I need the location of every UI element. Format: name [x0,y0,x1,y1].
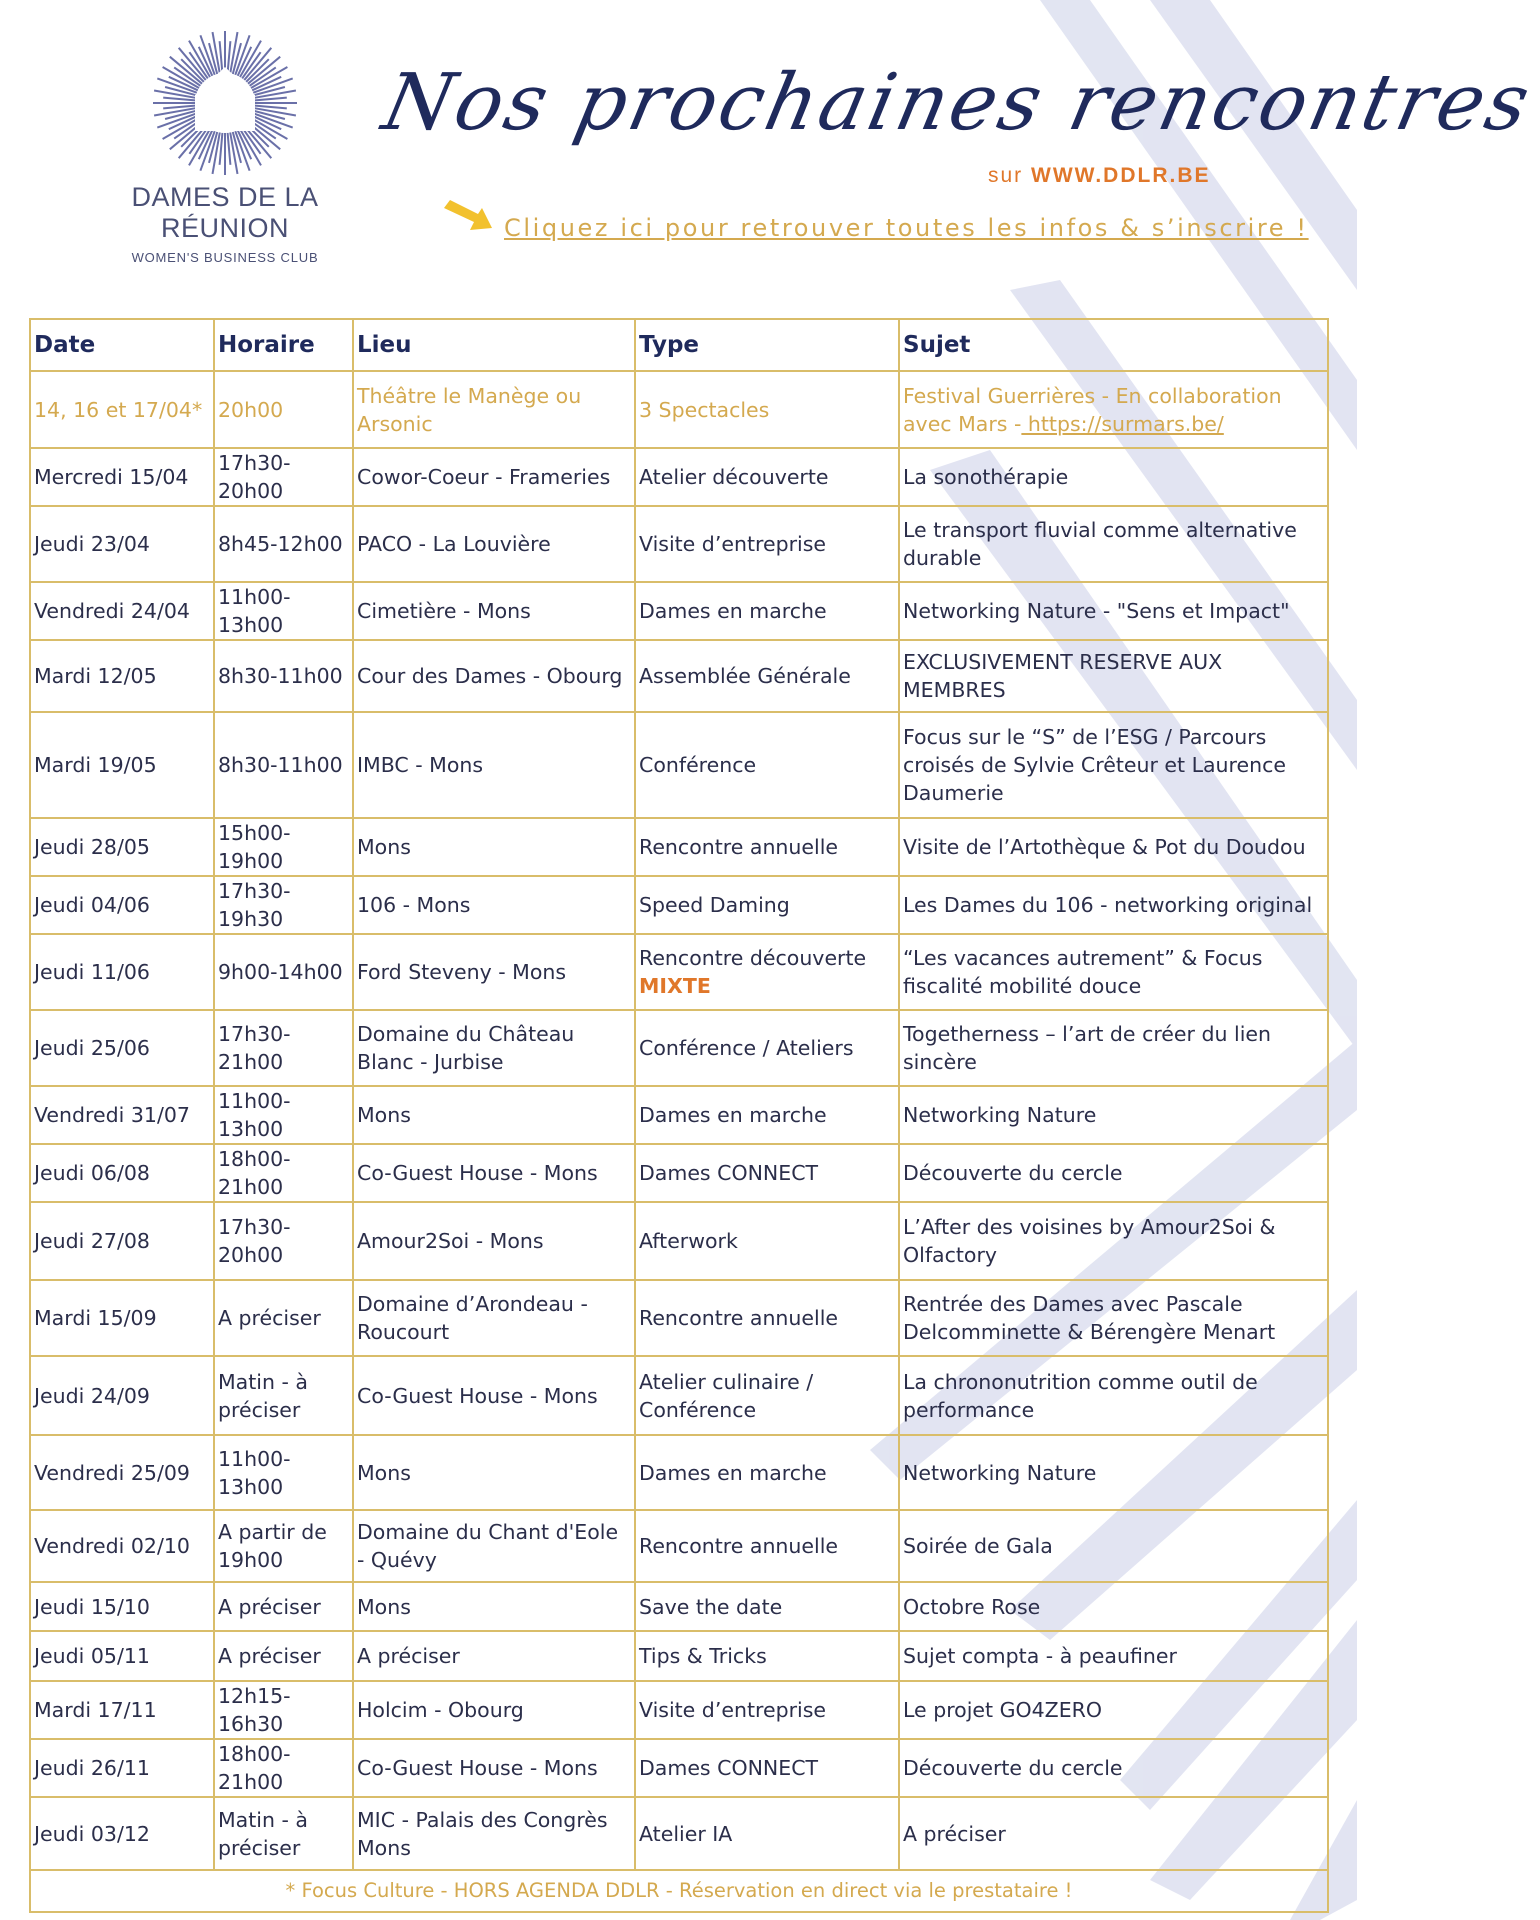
surmars-link[interactable]: https://surmars.be/ [1021,411,1224,436]
registration-link[interactable]: Cliquez ici pour retrouver toutes les infos & s’inscrire ! [504,214,1309,242]
arrow-right-icon [442,200,498,236]
events-table [29,318,1329,1913]
cell-lieu [353,1739,635,1797]
cell-sujet [899,1739,1328,1797]
lieu-text: Mons [357,835,411,859]
horaire-text: 18h00-21h00 [218,1742,291,1794]
type-text: 3 Spectacles [639,397,770,422]
lieu-text: PACO - La Louvière [357,532,551,556]
horaire-text: Matin - à préciser [218,1369,308,1422]
logo-ray [255,98,287,101]
lieu-text: Mons [357,1103,411,1127]
cell-type [635,712,899,818]
cell-type [635,640,899,712]
cell-date [30,1510,214,1582]
lieu-text: Cowor-Coeur - Frameries [357,465,611,489]
site-prefix: sur [988,164,1024,187]
cell-horaire [214,1086,353,1144]
cell-sujet [899,1681,1328,1739]
type-text: Atelier IA [639,1821,733,1846]
table-row [30,582,1328,640]
type-text: Dames en marche [639,1103,827,1127]
cell-lieu [353,1280,635,1356]
cell-lieu [353,448,635,506]
type-text: Atelier découverte [639,465,829,489]
sunburst-house-icon [150,28,300,178]
cell-horaire [214,1435,353,1510]
sujet-text: Octobre Rose [903,1594,1041,1619]
cell-sujet [899,1280,1328,1356]
horaire-text: 9h00-14h00 [218,960,343,984]
lieu-text: IMBC - Mons [357,753,484,777]
lieu-text: A préciser [357,1644,460,1668]
sujet-text: A préciser [903,1821,1006,1846]
sujet-text: “Les vacances autrement” & Focus fiscalité mobilité douce [903,946,1263,998]
cell-type [635,1681,899,1739]
horaire-text: 17h30-21h00 [218,1022,291,1074]
cell-horaire [214,1202,353,1280]
cell-type [635,448,899,506]
date-text: Jeudi 25/06 [34,1036,150,1060]
cell-date [30,640,214,712]
date-text: Vendredi 25/09 [34,1460,190,1485]
date-text: Mardi 19/05 [34,753,157,777]
cell-horaire [214,1631,353,1681]
lieu-text: Cour des Dames - Obourg [357,664,623,688]
cell-sujet [899,1086,1328,1144]
table-header-row [30,319,1328,371]
cell-date [30,1582,214,1631]
type-text: Rencontre annuelle [639,1306,839,1330]
type-text: Dames CONNECT [639,1756,819,1780]
sujet-text: La chrononutrition comme outil de performance [903,1369,1258,1422]
cell-type [635,934,899,1010]
table-row [30,1086,1328,1144]
sujet-text: Focus sur le “S” de l’ESG / Parcours croisés de Sylvie Crêteur et Laurence Daumerie [903,725,1287,805]
date-text: Mercredi 15/04 [34,465,189,489]
table-row [30,506,1328,582]
cell-lieu [353,934,635,1010]
horaire-text: Matin - à préciser [218,1807,308,1860]
site-url [988,164,1211,188]
sujet-text: Sujet compta - à peaufiner [903,1644,1177,1668]
cell-type [635,1739,899,1797]
table-row [30,640,1328,712]
cell-lieu [353,712,635,818]
table-row [30,1582,1328,1631]
page-title: Nos prochaines rencontres [375,58,1540,148]
cell-sujet [899,712,1328,818]
sujet-text: Découverte du cercle [903,1161,1123,1185]
cell-type [635,1144,899,1202]
type-text: Tips & Tricks [639,1644,767,1668]
logo-ray [163,98,195,101]
cell-lieu [353,1202,635,1280]
cell-type [635,1631,899,1681]
sujet-text: Visite de l’Artothèque & Pot du Doudou [903,835,1306,859]
horaire-text: 8h45-12h00 [218,532,343,556]
cell-lieu [353,876,635,934]
cell-date [30,1086,214,1144]
column-header-horaire: Horaire [214,319,353,371]
table-row [30,818,1328,876]
cell-type [635,876,899,934]
date-text: Vendredi 24/04 [34,599,190,623]
cell-type [635,371,899,448]
type-text: Visite d’entreprise [639,1698,827,1722]
type-text: Rencontre annuelle [639,835,839,859]
horaire-text: 17h30-20h00 [218,1215,291,1267]
date-text: Vendredi 02/10 [34,1534,190,1558]
cell-lieu [353,1356,635,1435]
cell-lieu [353,506,635,582]
sujet-text: Networking Nature [903,1103,1097,1127]
horaire-text: 12h15-16h30 [218,1684,291,1736]
lieu-text: Co-Guest House - Mons [357,1161,598,1185]
date-text: Jeudi 23/04 [34,532,150,556]
horaire-text: 8h30-11h00 [218,753,343,777]
date-text: Jeudi 11/06 [34,960,150,984]
cell-date [30,1010,214,1086]
lieu-text: Domaine d’Arondeau - Roucourt [357,1292,588,1344]
logo-ray [220,133,223,165]
horaire-text: A préciser [218,1644,321,1668]
site-url-link[interactable]: WWW.DDLR.BE [1031,164,1211,187]
cell-date [30,876,214,934]
cell-horaire [214,1280,353,1356]
cell-horaire [214,712,353,818]
cell-date [30,1631,214,1681]
date-text: Mardi 17/11 [34,1698,157,1722]
type-text: Visite d’entreprise [639,532,827,556]
cell-lieu [353,1010,635,1086]
logo-ray [163,106,195,109]
date-text: Jeudi 04/06 [34,893,150,917]
horaire-text: 20h00 [218,397,284,422]
lieu-text: Mons [357,1594,411,1619]
date-text: Jeudi 27/08 [34,1229,150,1253]
cell-horaire [214,1797,353,1870]
horaire-text: 15h00-19h00 [218,821,291,873]
date-text: Jeudi 05/11 [34,1644,150,1668]
cell-date [30,818,214,876]
cell-date [30,1280,214,1356]
lieu-text: Domaine du Château Blanc - Jurbise [357,1022,575,1074]
cell-type [635,1435,899,1510]
cell-sujet [899,1010,1328,1086]
logo-ray [220,41,223,73]
cell-type [635,582,899,640]
lieu-text: Co-Guest House - Mons [357,1756,598,1780]
sujet-text: La sonothérapie [903,465,1069,489]
cell-date [30,1435,214,1510]
cell-horaire [214,876,353,934]
cell-sujet [899,1435,1328,1510]
cell-horaire [214,1144,353,1202]
lieu-text: Domaine du Chant d'Eole - Quévy [357,1520,619,1572]
sujet-text: Découverte du cercle [903,1756,1123,1780]
sujet-text: EXCLUSIVEMENT RESERVE AUX MEMBRES [903,650,1223,702]
type-text: Save the date [639,1594,783,1619]
cell-sujet [899,1202,1328,1280]
date-text: Jeudi 06/08 [34,1161,150,1185]
horaire-text: 11h00-13h00 [218,1446,291,1499]
cell-horaire [214,1510,353,1582]
sujet-text: Networking Nature [903,1460,1097,1485]
cell-type [635,1797,899,1870]
cell-lieu [353,1510,635,1582]
cell-type [635,1582,899,1631]
cell-horaire [214,818,353,876]
cell-lieu [353,1144,635,1202]
horaire-text: 11h00-13h00 [218,585,291,637]
logo-ray [228,41,231,73]
column-header-date: Date [30,319,214,371]
horaire-text: A partir de 19h00 [218,1520,327,1572]
cell-lieu [353,582,635,640]
type-text: Assemblée Générale [639,664,851,688]
cell-horaire [214,1739,353,1797]
cell-sujet [899,1144,1328,1202]
horaire-text: 17h30-20h00 [218,451,291,503]
lieu-text: MIC - Palais des Congrès Mons [357,1807,608,1860]
cell-date [30,1356,214,1435]
type-text: Dames CONNECT [639,1161,819,1185]
cell-sujet [899,1356,1328,1435]
cell-lieu [353,1435,635,1510]
logo-ray [246,59,269,82]
lieu-text: Ford Steveny - Mons [357,960,567,984]
date-text: Jeudi 15/10 [34,1594,150,1619]
horaire-text: 18h00-21h00 [218,1147,291,1199]
brand-name: DAMES DE LA RÉUNION [131,182,319,243]
sujet-text: Togetherness – l’art de créer du lien sincère [903,1022,1271,1074]
table-row [30,712,1328,818]
cell-horaire [214,1356,353,1435]
type-text: Atelier culinaire / Conférence [639,1369,814,1422]
cell-horaire [214,1681,353,1739]
cell-horaire [214,640,353,712]
cell-type [635,1086,899,1144]
cell-sujet [899,1510,1328,1582]
cell-lieu [353,1086,635,1144]
footnote-row [30,1870,1328,1912]
cell-horaire [214,448,353,506]
cell-date [30,1144,214,1202]
cell-sujet [899,448,1328,506]
cell-sujet [899,876,1328,934]
type-text: Conférence / Ateliers [639,1036,854,1060]
type-text: Dames en marche [639,1460,827,1485]
type-text: Conférence [639,753,757,777]
sujet-text: Networking Nature - "Sens et Impact" [903,599,1290,623]
sujet-text: Le transport fluvial comme alternative durable [903,518,1297,570]
cell-date [30,582,214,640]
logo-ray [228,133,231,165]
table-row [30,876,1328,934]
date-text: Jeudi 03/12 [34,1821,150,1846]
cell-horaire [214,934,353,1010]
cell-date [30,1681,214,1739]
cell-lieu [353,1681,635,1739]
cell-type [635,1510,899,1582]
cell-horaire [214,582,353,640]
sujet-text: Le projet GO4ZERO [903,1698,1103,1722]
sujet-text: Les Dames du 106 - networking original [903,893,1313,917]
type-text: Rencontre annuelle [639,1534,839,1558]
cell-date [30,1797,214,1870]
table-row [30,1144,1328,1202]
footnote: * Focus Culture - HORS AGENDA DDLR - Réservation en direct via le prestataire ! [30,1870,1328,1912]
sujet-text: Festival Guerrières - En collaboration avec Mars - [903,383,1282,436]
lieu-text: Amour2Soi - Mons [357,1229,544,1253]
lieu-text: Holcim - Obourg [357,1698,524,1722]
table-row [30,1797,1328,1870]
cell-type [635,1202,899,1280]
cell-sujet [899,506,1328,582]
cell-date [30,506,214,582]
cell-type [635,818,899,876]
cell-horaire [214,371,353,448]
table-row [30,1010,1328,1086]
cell-date [30,448,214,506]
table-row [30,448,1328,506]
table-row [30,1739,1328,1797]
cell-type [635,1356,899,1435]
date-text: Jeudi 26/11 [34,1756,150,1780]
type-text: Dames en marche [639,599,827,623]
cell-sujet [899,582,1328,640]
table-row [30,1631,1328,1681]
cell-date [30,371,214,448]
date-text: 14, 16 et 17/04* [34,397,203,422]
lieu-text: Co-Guest House - Mons [357,1383,598,1408]
lieu-text: Théâtre le Manège ou Arsonic [357,383,582,436]
table-row [30,934,1328,1010]
cell-lieu [353,371,635,448]
cell-lieu [353,818,635,876]
brand-subtitle: WOMEN'S BUSINESS CLUB [131,250,319,265]
cell-lieu [353,640,635,712]
date-text: Mardi 15/09 [34,1306,157,1330]
cell-sujet [899,640,1328,712]
cell-lieu [353,1582,635,1631]
sujet-text: L’After des voisines by Amour2Soi & Olfactory [903,1215,1276,1267]
horaire-text: 17h30-19h30 [218,879,291,931]
cell-type [635,1280,899,1356]
date-text: Jeudi 28/05 [34,835,150,859]
cell-sujet [899,1631,1328,1681]
logo-ray [181,59,204,82]
cell-sujet [899,371,1328,448]
column-header-sujet: Sujet [899,319,1328,371]
table-row [30,1435,1328,1510]
type-text: Afterwork [639,1229,738,1253]
cell-date [30,934,214,1010]
cell-date [30,1739,214,1797]
lieu-text: 106 - Mons [357,893,471,917]
date-text: Mardi 12/05 [34,664,157,688]
cell-type [635,506,899,582]
cell-sujet [899,1797,1328,1870]
cell-horaire [214,506,353,582]
date-text: Vendredi 31/07 [34,1103,190,1127]
table-row [30,1202,1328,1280]
mixte-tag: MIXTE [639,974,711,998]
cell-sujet [899,818,1328,876]
type-text: Speed Daming [639,893,790,917]
table-row [30,1356,1328,1435]
sujet-text: Soirée de Gala [903,1534,1053,1558]
horaire-text: A préciser [218,1594,321,1619]
table-row [30,371,1328,448]
lieu-text: Mons [357,1460,411,1485]
lieu-text: Cimetière - Mons [357,599,531,623]
cell-date [30,1202,214,1280]
cell-sujet [899,934,1328,1010]
table-row [30,1280,1328,1356]
table-row [30,1681,1328,1739]
cell-sujet [899,1582,1328,1631]
cell-lieu [353,1631,635,1681]
column-header-lieu: Lieu [353,319,635,371]
sujet-text: Rentrée des Dames avec Pascale Delcomminette & Bérengère Menart [903,1292,1276,1344]
date-text: Jeudi 24/09 [34,1383,150,1408]
horaire-text: A préciser [218,1306,321,1330]
cell-lieu [353,1797,635,1870]
logo-ray [255,106,287,109]
brand-logo [70,28,380,265]
table-row [30,1510,1328,1582]
cell-horaire [214,1582,353,1631]
horaire-text: 11h00-13h00 [218,1089,291,1141]
cell-horaire [214,1010,353,1086]
cell-date [30,712,214,818]
column-header-type: Type [635,319,899,371]
type-text: Rencontre découverte [639,946,867,970]
cell-type [635,1010,899,1086]
horaire-text: 8h30-11h00 [218,664,343,688]
